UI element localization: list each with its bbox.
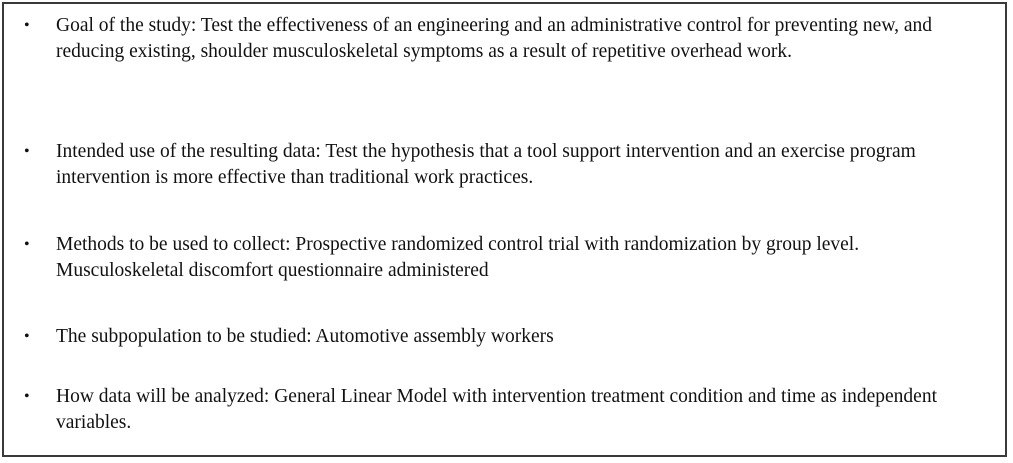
list-item-text: Goal of the study: Test the effectiveness of an engineering and an administrative control for preventing new, and reducing existing, shoulder musculoskeletal symptoms as a result of repetitive overhead work. [56,15,933,62]
list-item-text: The subpopulation to be studied: Automotive assembly workers [56,326,554,347]
bullet-icon: • [24,388,30,405]
bullet-icon: • [24,17,30,34]
bullet-list [4,4,1005,455]
bullet-icon: • [24,143,30,160]
bullet-icon: • [24,236,30,253]
list-item-text: How data will be analyzed: General Linear Model with intervention treatment condition and time as independent variables. [56,386,938,433]
bullet-icon: • [24,328,30,345]
list-item-text: Methods to be used to collect: Prospective randomized control trial with randomization by group level. Musculoskeletal discomfort questionnaire administered [56,234,860,281]
study-summary-box [2,2,1007,457]
list-item-text: Intended use of the resulting data: Test the hypothesis that a tool support intervention and an exercise program intervention is more effective than traditional work practices. [56,141,916,188]
